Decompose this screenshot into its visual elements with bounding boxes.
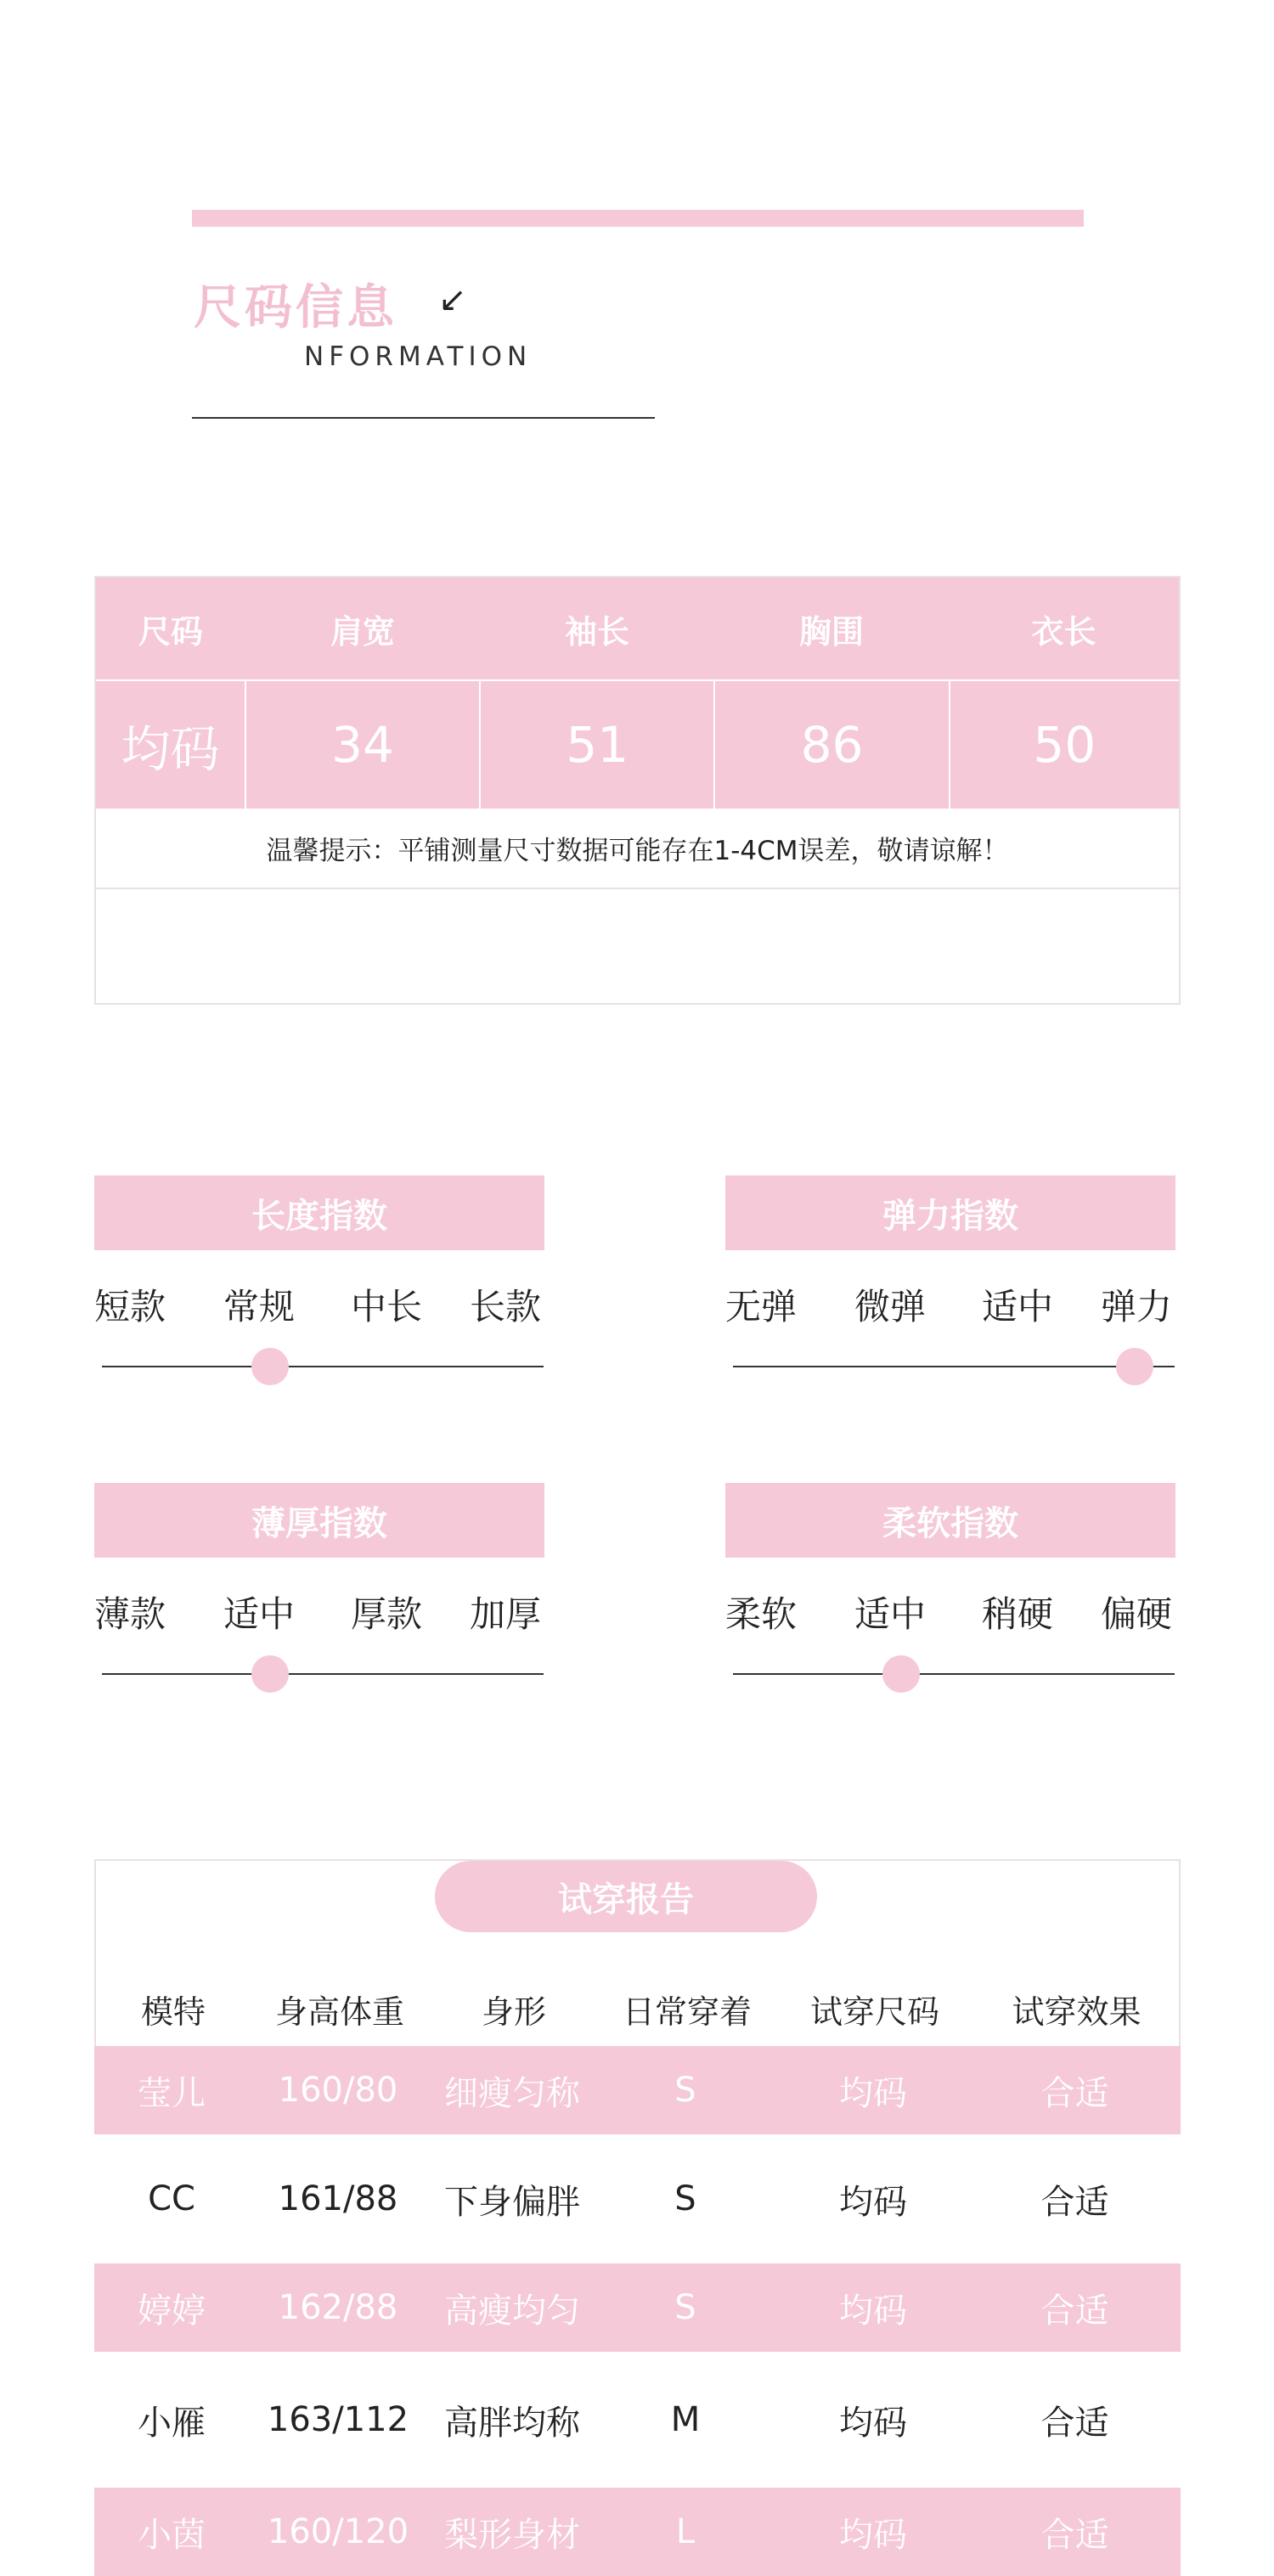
report-header-body-shape: 身形 xyxy=(481,1993,546,2031)
length-index-option: 短款 xyxy=(94,1286,166,1327)
report-row xyxy=(94,2134,1181,2263)
report-header-model: 模特 xyxy=(140,1993,206,2031)
report-header-daily-size: 日常穿着 xyxy=(622,1993,752,2031)
report-cell-model: 小茵 xyxy=(138,2515,206,2555)
report-header-try-size: 试穿尺码 xyxy=(809,1993,939,2031)
elasticity-index-marker xyxy=(1116,1348,1153,1385)
report-row xyxy=(94,2488,1181,2576)
report-cell-height-weight: 161/88 xyxy=(278,2179,398,2218)
report-cell-daily-size: L xyxy=(675,2512,696,2551)
try-on-report xyxy=(94,1859,1181,2555)
report-cell-daily-size: S xyxy=(674,2071,696,2110)
report-cell-try-size: 均码 xyxy=(839,2403,907,2443)
cell-sleeve: 51 xyxy=(479,681,713,809)
report-header-row xyxy=(96,1966,1179,2051)
section-title: 尺码信息 xyxy=(194,280,397,335)
report-cell-body-shape: 下身偏胖 xyxy=(444,2182,580,2222)
report-row xyxy=(94,2352,1181,2488)
report-row xyxy=(94,2046,1181,2134)
length-index-marker xyxy=(251,1348,289,1385)
report-cell-body-shape: 梨形身材 xyxy=(444,2515,580,2555)
softness-index-option: 稍硬 xyxy=(982,1593,1054,1635)
elasticity-index-options xyxy=(725,1279,1184,1330)
measurement-note: 温馨提示：平铺测量尺寸数据可能存在1-4CM误差，敬请谅解！ xyxy=(96,809,1179,889)
length-index-option: 中长 xyxy=(351,1286,423,1327)
cell-size: 均码 xyxy=(121,720,220,778)
softness-index-option: 柔软 xyxy=(725,1593,798,1635)
report-cell-fit: 合适 xyxy=(1040,2291,1109,2331)
report-title: 试穿报告 xyxy=(435,1861,817,1932)
elasticity-index-option: 弹力 xyxy=(1101,1286,1173,1327)
length-index-option: 长款 xyxy=(470,1286,542,1327)
elasticity-index-option: 无弹 xyxy=(725,1286,798,1327)
length-index-options xyxy=(94,1279,553,1330)
report-row xyxy=(94,2263,1181,2352)
arrow-icon: ↙ xyxy=(438,280,467,319)
length-index-track xyxy=(102,1366,544,1367)
report-cell-model: CC xyxy=(148,2179,195,2218)
report-cell-body-shape: 高胖均称 xyxy=(444,2403,580,2443)
thickness-index-track xyxy=(102,1673,544,1675)
elasticity-index-title: 弹力指数 xyxy=(725,1175,1175,1250)
thickness-index-option: 薄款 xyxy=(94,1593,166,1635)
elasticity-index-track xyxy=(733,1366,1175,1367)
size-table xyxy=(94,576,1181,1005)
cell-shoulder: 34 xyxy=(245,681,479,809)
report-cell-try-size: 均码 xyxy=(839,2291,907,2331)
report-cell-height-weight: 163/112 xyxy=(267,2400,409,2439)
report-cell-daily-size: S xyxy=(674,2288,696,2327)
report-cell-fit: 合适 xyxy=(1040,2073,1109,2113)
cell-length: 50 xyxy=(949,681,1179,809)
softness-index-marker xyxy=(882,1655,920,1693)
thickness-index-title: 薄厚指数 xyxy=(94,1483,544,1558)
thickness-index-option: 厚款 xyxy=(351,1593,423,1635)
elasticity-index-option: 适中 xyxy=(982,1286,1054,1327)
softness-index-title: 柔软指数 xyxy=(725,1483,1175,1558)
report-cell-body-shape: 高瘦均匀 xyxy=(444,2291,580,2331)
report-cell-try-size: 均码 xyxy=(839,2182,907,2222)
softness-index-option: 适中 xyxy=(854,1593,927,1635)
softness-index-option: 偏硬 xyxy=(1101,1593,1173,1635)
softness-index-track xyxy=(733,1673,1175,1675)
report-cell-model: 小雁 xyxy=(138,2403,206,2443)
report-cell-daily-size: M xyxy=(670,2400,701,2439)
header-chest: 胸围 xyxy=(798,612,864,651)
title-underline xyxy=(192,417,655,419)
report-cell-body-shape: 细瘦匀称 xyxy=(444,2073,580,2113)
report-cell-fit: 合适 xyxy=(1040,2515,1109,2555)
thickness-index-marker xyxy=(251,1655,289,1693)
report-cell-height-weight: 160/80 xyxy=(278,2071,398,2110)
header-top-bar xyxy=(192,210,1084,227)
report-cell-daily-size: S xyxy=(674,2179,696,2218)
cell-chest: 86 xyxy=(713,681,948,809)
report-header-height-weight: 身高体重 xyxy=(274,1993,404,2031)
report-header-fit: 试穿效果 xyxy=(1012,1993,1142,2031)
thickness-index-options xyxy=(94,1587,553,1637)
report-cell-model: 婷婷 xyxy=(138,2291,206,2331)
header-sleeve: 袖长 xyxy=(564,612,629,651)
elasticity-index-option: 微弹 xyxy=(854,1286,927,1327)
softness-index-options xyxy=(725,1587,1184,1637)
report-cell-try-size: 均码 xyxy=(839,2073,907,2113)
header-length: 衣长 xyxy=(1031,612,1096,651)
size-table-header xyxy=(96,578,1179,681)
header-size: 尺码 xyxy=(138,612,203,651)
report-cell-model: 莹儿 xyxy=(138,2073,206,2113)
report-cell-fit: 合适 xyxy=(1040,2182,1109,2222)
header-shoulder: 肩宽 xyxy=(330,612,395,651)
length-index-title: 长度指数 xyxy=(94,1175,544,1250)
report-cell-height-weight: 162/88 xyxy=(278,2288,398,2327)
report-cell-fit: 合适 xyxy=(1040,2403,1109,2443)
length-index-option: 常规 xyxy=(223,1286,296,1327)
size-table-row xyxy=(96,681,1179,809)
report-cell-try-size: 均码 xyxy=(839,2515,907,2555)
section-subtitle: NFORMATION xyxy=(304,341,533,372)
thickness-index-option: 加厚 xyxy=(470,1593,542,1635)
report-cell-height-weight: 160/120 xyxy=(267,2512,409,2551)
thickness-index-option: 适中 xyxy=(223,1593,296,1635)
